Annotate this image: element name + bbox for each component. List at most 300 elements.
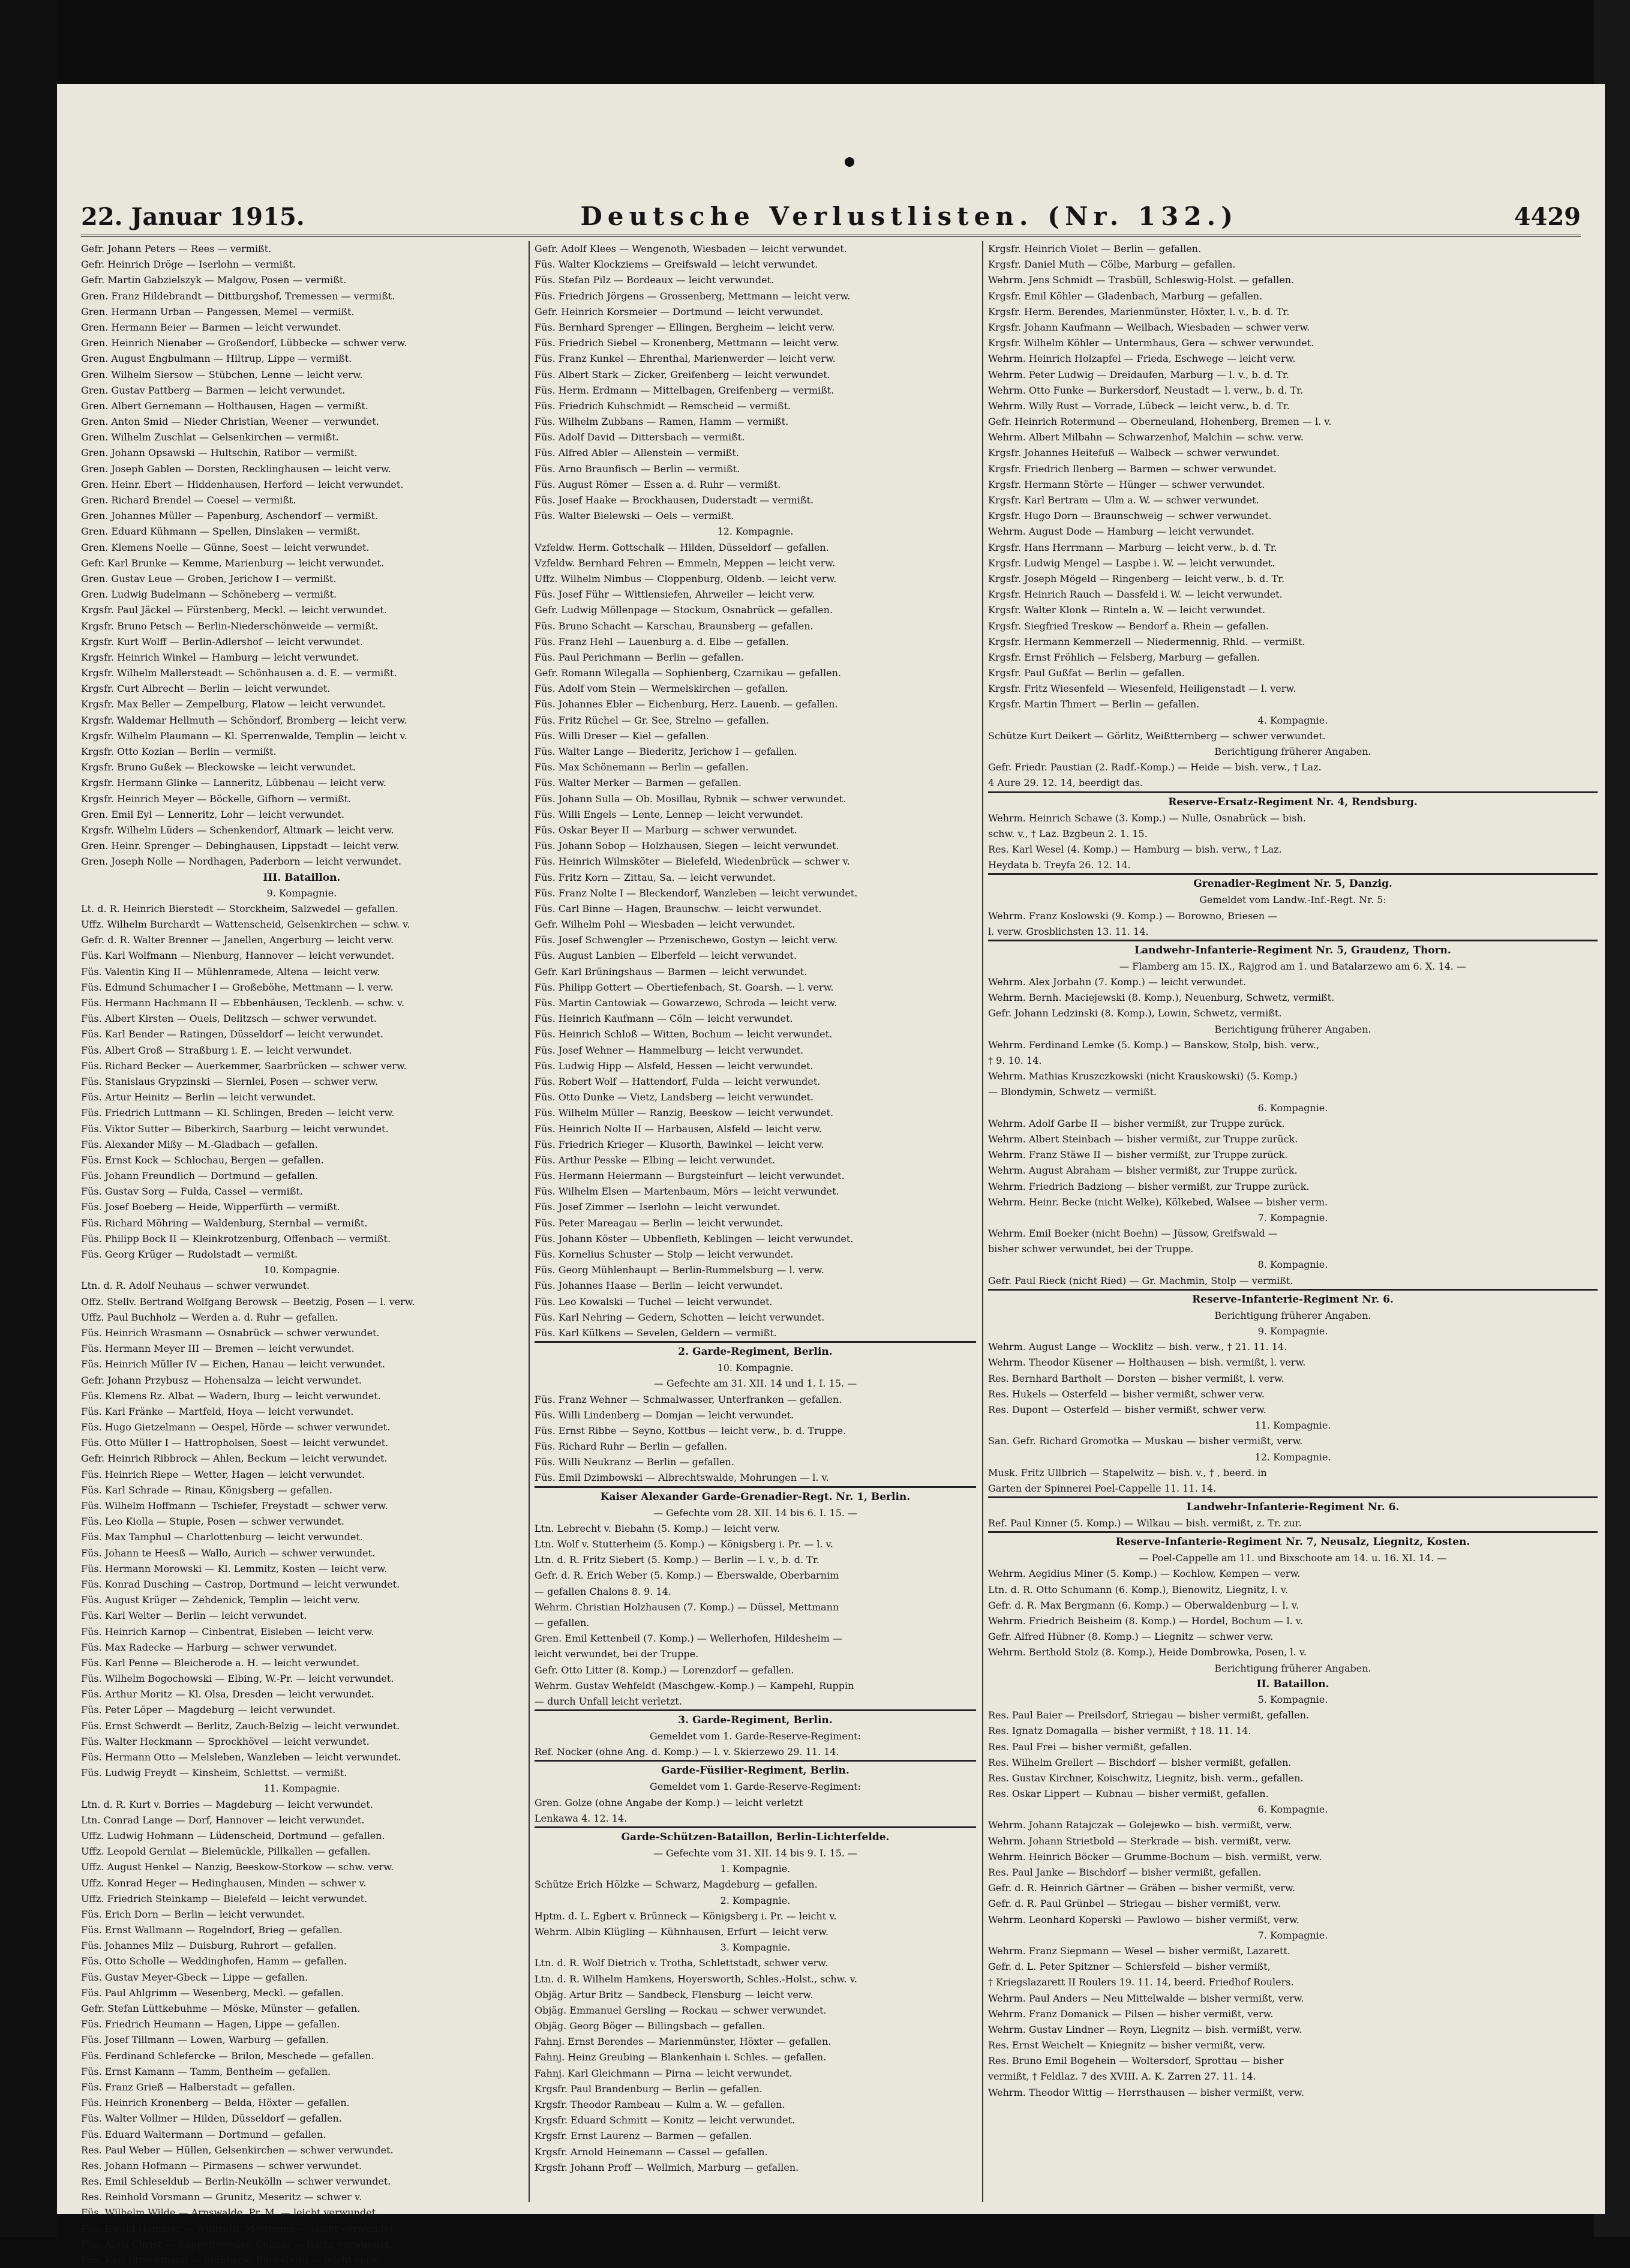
list-entry: Res. Paul Frei — bisher vermißt, gefallen. <box>988 1741 1192 1753</box>
list-entry: Krgsfr. Ernst Laurenz — Barmen — gefallen. <box>535 2130 752 2142</box>
list-entry: Füs. Johann Köster — Ubbenfleth, Keblingen — leicht verwundet. <box>535 1232 854 1244</box>
list-entry: Krgsfr. Paul Jäckel — Fürstenberg, Meckl. — leicht verwundet. <box>81 604 387 616</box>
list-entry: Wehrm. Heinrich Böcker — Grumme-Bochum — bish. vermißt, verw. <box>988 1850 1322 1862</box>
list-entry: Gefr. Johann Przybusz — Hohensalza — leicht verwundet. <box>81 1374 362 1386</box>
list-entry: Füs. Arthur Moritz — Kl. Olsa, Dresden — leicht verwundet. <box>81 1688 374 1700</box>
list-entry: Wehrm. Albin Klügling — Kühnhausen, Erfurt — leicht verw. <box>535 1925 829 1937</box>
list-entry: Res. Ernst Weichelt — Kniegnitz — bisher vermißt, verw. <box>988 2039 1265 2051</box>
list-entry: Krgsfr. Hugo Dorn — Braunschweig — schwer verwundet. <box>988 510 1272 522</box>
subheading: Gemeldet vom Landw.-Inf.-Regt. Nr. 5: <box>1199 894 1386 906</box>
subheading: 9. Kompagnie. <box>266 887 337 899</box>
list-entry: Füs. Karl Welter — Berlin — leicht verwundet. <box>81 1610 307 1622</box>
list-entry: Wehrm. Aegidius Miner (5. Komp.) — Kochlow, Kempen — verw. <box>988 1568 1301 1580</box>
list-entry: Krgsfr. Bruno Petsch — Berlin-Niederschönweide — vermißt. <box>81 620 379 632</box>
list-entry: Füs. August Römer — Essen a. d. Ruhr — vermißt. <box>535 478 781 490</box>
list-entry: Uffz. Friedrich Steinkamp — Bielefeld — leicht verwundet. <box>81 1892 368 1904</box>
list-entry: Füs. Heinrich Nolte II — Harbausen, Alsfeld — leicht verw. <box>535 1123 822 1135</box>
list-entry: Gefr. Heinrich Rotermund — Oberneuland, Hohenberg, Bremen — l. v. <box>988 416 1332 428</box>
list-entry: Gefr. d. L. Peter Spitzner — Schiersfeld — bisher vermißt, <box>988 1961 1271 1973</box>
list-entry: Wehrm. Johann Ratajczak — Golejewko — bish. vermißt, verw. <box>988 1819 1292 1831</box>
list-entry: Musk. Fritz Ullbrich — Stapelwitz — bish. v., † , beerd. in <box>988 1466 1267 1478</box>
list-entry: Füs. Karl Nehring — Gedern, Schotten — leicht verwundet. <box>535 1311 825 1323</box>
list-entry: Wehrm. August Abraham — bisher vermißt, zur Truppe zurück. <box>988 1165 1298 1177</box>
subheading: 7. Kompagnie. <box>1257 1929 1328 1941</box>
list-entry: Gefr. Friedr. Paustian (2. Radf.-Komp.) — Heide — bish. verw., † Laz. <box>988 761 1322 773</box>
list-entry: Gefr. Otto Litter (8. Komp.) — Lorenzdorf — gefallen. <box>535 1664 794 1676</box>
list-entry: Krgsfr. Johann Kaufmann — Weilbach, Wiesbaden — schwer verw. <box>988 321 1310 333</box>
regiment-heading: Landwehr-Infanterie-Regiment Nr. 5, Graudenz, Thorn. <box>988 940 1598 959</box>
list-entry: Füs. Eduard Waltermann — Dortmund — gefallen. <box>81 2128 326 2140</box>
list-entry: Res. Reinhold Vorsmann — Grunitz, Meseritz — schwer v. <box>81 2191 362 2203</box>
column-3 <box>988 241 1598 2202</box>
list-entry: vermißt, † Feldlaz. 7 des XVIII. A. K. Zarren 27. 11. 14. <box>988 2071 1256 2083</box>
list-entry: Wehrm. Peter Ludwig — Dreidaufen, Marburg — l. v., b. d. Tr. <box>988 368 1289 380</box>
list-entry: Füs. Heinrich Wrasmann — Osnabrück — schwer verwundet. <box>81 1327 380 1339</box>
list-entry: Wehrm. Heinrich Holzapfel — Frieda, Eschwege — leicht verw. <box>988 353 1296 365</box>
list-entry: Füs. Wilhelm Hoffmann — Tschiefer, Freystadt — schwer verw. <box>81 1500 388 1511</box>
list-entry: Krgsfr. Siegfried Treskow — Bendorf a. Rhein — gefallen. <box>988 620 1269 632</box>
list-entry: Uffz. Ludwig Hohmann — Lüdenscheid, Dortmund — gefallen. <box>81 1829 385 1841</box>
list-entry: Gefr. Ludwig Möllenpage — Stockum, Osnabrück — gefallen. <box>535 604 833 616</box>
regiment-heading: Reserve-Infanterie-Regiment Nr. 7, Neusalz, Liegnitz, Kosten. <box>988 1531 1598 1550</box>
column-rule <box>982 241 983 2202</box>
list-entry: Füs. Josef Haake — Brockhausen, Duderstadt — vermißt. <box>535 494 814 506</box>
list-entry: Füs. Josef Schwengler — Przenischewo, Gostyn — leicht verw. <box>535 934 838 946</box>
list-entry: Füs. Willi Dreser — Kiel — gefallen. <box>535 730 710 742</box>
list-entry: Krgsfr. Bruno Gußek — Bleckowske — leicht verwundet. <box>81 761 356 773</box>
subheading: 8. Kompagnie. <box>1257 1259 1328 1271</box>
list-entry: Krgsfr. Fritz Wiesenfeld — Wiesenfeld, Heiligenstadt — l. verw. <box>988 683 1296 695</box>
subheading: 10. Kompagnie. <box>717 1362 794 1374</box>
list-entry: Füs. Albert Kirsten — Ouels, Delitzsch — schwer verwundet. <box>81 1013 377 1025</box>
list-entry: Füs. Walter Heckmann — Sprockhövel — leicht verwundet. <box>81 1735 370 1747</box>
list-entry: Füs. Ernst Schwerdt — Berlitz, Zauch-Belzig — leicht verwundet. <box>81 1720 400 1732</box>
list-entry: Füs. Friedrich Luttmann — Kl. Schlingen, Breden — leicht verw. <box>81 1107 395 1119</box>
list-entry: Res. Johann Hofmann — Pirmasens — schwer verwundet. <box>81 2159 362 2171</box>
subheading: 6. Kompagnie. <box>1257 1804 1328 1816</box>
list-entry: Füs. Gustav Sorg — Fulda, Cassel — vermißt. <box>81 1186 303 1198</box>
section-heading: II. Bataillon. <box>1256 1678 1329 1690</box>
regiment-heading: Kaiser Alexander Garde-Grenadier-Regt. Nr. 1, Berlin. <box>535 1486 976 1505</box>
list-entry: — Blondymin, Schwetz — vermißt. <box>988 1086 1157 1098</box>
list-entry: Füs. Arthur Pesske — Elbing — leicht verwundet. <box>535 1154 776 1166</box>
list-entry: Gefr. Romann Wilegalla — Sophienberg, Czarnikau — gefallen. <box>535 667 841 679</box>
list-entry: Krgsfr. Curt Albrecht — Berlin — leicht verwundet. <box>81 683 331 695</box>
list-entry: Res. Paul Weber — Hüllen, Gelsenkirchen — schwer verwundet. <box>81 2144 394 2156</box>
list-entry: Füs. Walter Bielewski — Oels — vermißt. <box>535 510 734 522</box>
list-entry: Füs. Emil Dzimbowski — Albrechtswalde, Mohrungen — l. v. <box>535 1472 829 1484</box>
list-entry: Füs. Franz Kunkel — Ehrenthal, Marienwerder — leicht verw. <box>535 353 836 365</box>
list-entry: Res. Oskar Lippert — Kubnau — bisher vermißt, gefallen. <box>988 1788 1269 1800</box>
list-entry: Füs. Walter Vollmer — Hilden, Düsseldorf — gefallen. <box>81 2113 342 2125</box>
list-entry: Füs. Herm. Erdmann — Mittelbagen, Greifenberg — vermißt. <box>535 384 834 396</box>
subheading: 12. Kompagnie. <box>717 526 794 538</box>
list-entry: Gefr. Stefan Lüttkebuhme — Möske, Münster — gefallen. <box>81 2003 361 2014</box>
list-entry: Füs. Karl Külkens — Sevelen, Geldern — vermißt. <box>535 1327 777 1339</box>
list-entry: Füs. Heinrich Wilmsköter — Bielefeld, Wiedenbrück — schwer v. <box>535 856 850 868</box>
list-entry: Füs. Martin Cantowiak — Gowarzewo, Schroda — leicht verw. <box>535 997 837 1009</box>
column-2 <box>535 241 976 2202</box>
list-entry: Krgsfr. Karl Bertram — Ulm a. W. — schwer verwundet. <box>988 494 1259 506</box>
list-entry: Füs. Philipp Gottert — Obertiefenbach, St. Goarsh. — l. verw. <box>535 981 834 993</box>
list-entry: Wehrm. Franz Domanick — Pilsen — bisher vermißt, verw. <box>988 2008 1274 2020</box>
list-entry: Gren. Wilhelm Siersow — Stübchen, Lenne — leicht verw. <box>81 368 363 380</box>
list-entry: Füs. Willi Neukranz — Berlin — gefallen. <box>535 1456 734 1468</box>
list-entry: Füs. Alexander Mißy — M.-Gladbach — gefallen. <box>81 1138 318 1150</box>
list-entry: Füs. Walter Merker — Barmen — gefallen. <box>535 777 742 789</box>
subheading: — Gefechte vom 28. XII. 14 bis 6. I. 15. — <box>653 1507 858 1519</box>
list-entry: Füs. Alfred Abler — Allenstein — vermißt. <box>535 447 739 459</box>
subheading: 1. Kompagnie. <box>720 1863 791 1875</box>
list-entry: Wehrm. Franz Siepmann — Wesel — bisher vermißt, Lazarett. <box>988 1945 1290 1957</box>
list-entry: Füs. Max Schönemann — Berlin — gefallen. <box>535 761 749 773</box>
list-entry: Gren. Wilhelm Zuschlat — Gelsenkirchen — vermißt. <box>81 431 339 443</box>
subheading: 5. Kompagnie. <box>1257 1693 1328 1705</box>
list-entry: Gefr. Karl Brunke — Kemme, Marienburg — leicht verwundet. <box>81 557 385 569</box>
list-entry: Füs. Wilhelm Müller — Ranzig, Beeskow — leicht verwundet. <box>535 1107 834 1119</box>
list-entry: Gefr. d. R. Erich Weber (5. Komp.) — Eberswalde, Oberbarnim <box>535 1570 839 1582</box>
list-entry: Gefr. Heinrich Korsmeier — Dortmund — leicht verwundet. <box>535 305 824 317</box>
list-entry: Krgsfr. Otto Kozian — Berlin — vermißt. <box>81 746 277 757</box>
list-entry: Res. Hukels — Osterfeld — bisher vermißt, schwer verw. <box>988 1388 1265 1400</box>
regiment-heading: Reserve-Infanterie-Regiment Nr. 6. <box>988 1289 1598 1308</box>
list-entry: Füs. August Lanbien — Elberfeld — leicht verwundet. <box>535 950 797 962</box>
list-entry: Wehrm. Albert Milbahn — Schwarzenhof, Malchin — schw. verw. <box>988 431 1304 443</box>
regiment-heading: Garde-Füsilier-Regiment, Berlin. <box>535 1760 976 1779</box>
list-entry: Krgsfr. Wilhelm Plaumann — Kl. Sperrenwalde, Templin — leicht v. <box>81 730 407 742</box>
list-entry: Objäg. Artur Britz — Sandbeck, Flensburg — leicht verw. <box>535 1988 814 2000</box>
header-title <box>580 202 1238 231</box>
list-entry: Ltn. d. R. Kurt v. Borries — Magdeburg — leicht verwundet. <box>81 1798 373 1810</box>
list-entry: Gren. Johannes Müller — Papenburg, Aschendorf — vermißt. <box>81 510 379 522</box>
list-entry: Füs. Friedrich Kuhschmidt — Remscheid — vermißt. <box>535 400 791 412</box>
list-entry: Wehrm. Adolf Garbe II — bisher vermißt, zur Truppe zurück. <box>988 1117 1285 1129</box>
list-entry: Füs. Johann Freundlich — Dortmund — gefallen. <box>81 1170 319 1182</box>
list-entry: Füs. Johannes Milz — Duisburg, Ruhrort — gefallen. <box>81 1940 337 1952</box>
list-entry: Füs. Fritz Rüchel — Gr. See, Strelno — gefallen. <box>535 714 769 726</box>
list-entry: Gren. Gustav Pattberg — Barmen — leicht verwundet. <box>81 384 346 396</box>
list-entry: Gefr. d. R. Heinrich Gärtner — Gräben — bisher vermißt, verw. <box>988 1882 1295 1894</box>
list-entry: Gren. Eduard Kühmann — Spellen, Dinslaken — vermißt. <box>81 526 361 538</box>
list-entry: Gren. August Engbulmann — Hiltrup, Lippe — vermißt. <box>81 353 352 365</box>
list-entry: Gren. Franz Hildebrandt — Dittburgshof, Tremessen — vermißt. <box>81 290 395 302</box>
regiment-heading: Reserve-Ersatz-Regiment Nr. 4, Rendsburg. <box>988 791 1598 811</box>
list-entry: Gefr. Karl Brüningshaus — Barmen — leicht verwundet. <box>535 965 808 977</box>
list-entry: Füs. Heinrich Schloß — Witten, Bochum — leicht verwundet. <box>535 1028 833 1040</box>
list-entry: Füs. Robert Wolf — Hattendorf, Fulda — leicht verwundet. <box>535 1075 821 1087</box>
list-entry: Ref. Paul Kinner (5. Komp.) — Wilkau — bish. vermißt, z. Tr. zur. <box>988 1517 1302 1529</box>
text-columns <box>81 241 1581 2266</box>
list-entry: Füs. Willi Lindenberg — Domjan — leicht verwundet. <box>535 1409 794 1421</box>
list-entry: Füs. Ludwig Hipp — Alsfeld, Hessen — leicht verwundet. <box>535 1060 814 1072</box>
scan-border-left <box>0 0 57 2237</box>
list-entry: Wehrm. Friedrich Beisheim (8. Komp.) — Hordel, Bochum — l. v. <box>988 1615 1304 1627</box>
issue-number: (Nr. 132.) <box>1047 202 1239 231</box>
list-entry: Wehrm. Gustav Wehfeldt (Maschgew.-Komp.) — Kampehl, Ruppin <box>535 1679 854 1691</box>
list-entry: Krgsfr. Ludwig Mengel — Laspbe i. W. — leicht verwundet. <box>988 557 1275 569</box>
list-entry: Füs. Bruno Schacht — Karschau, Braunsberg — gefallen. <box>535 620 814 632</box>
list-entry: Hptm. d. L. Egbert v. Brünneck — Königsberg i. Pr. — leicht v. <box>535 1910 837 1922</box>
list-entry: Füs. Max Tamphul — Charlottenburg — leicht verwundet. <box>81 1531 363 1543</box>
list-entry: Wehrm. Christian Holzhausen (7. Komp.) — Düssel, Mettmann <box>535 1601 839 1613</box>
list-entry: Krgsfr. Walter Klonk — Rinteln a. W. — leicht verwundet. <box>988 604 1265 616</box>
list-entry: Gren. Emil Kettenbeil (7. Komp.) — Wellerhofen, Hildesheim — <box>535 1633 842 1645</box>
list-entry: Füs. Adolf David — Dittersbach — vermißt. <box>535 431 745 443</box>
list-entry: Krgsfr. Heinrich Winkel — Hamburg — leicht verwundet. <box>81 651 359 663</box>
list-entry: Uffz. Leopold Gernlat — Bielemückle, Pillkallen — gefallen. <box>81 1846 371 1858</box>
list-entry: Res. Emil Schleseldub — Berlin-Neukölln — schwer verwundet. <box>81 2176 391 2188</box>
list-entry: Füs. Heinrich Kronenberg — Belda, Höxter — gefallen. <box>81 2097 350 2109</box>
list-entry: Füs. Josef Tillmann — Lowen, Warburg — gefallen. <box>81 2034 329 2046</box>
list-entry: Gren. Heinr. Ebert — Hiddenhausen, Herford — leicht verwundet. <box>81 478 404 490</box>
list-entry: Vzfeldw. Bernhard Fehren — Emmeln, Meppen — leicht verw. <box>535 557 836 569</box>
list-entry: Füs. Richard Ruhr — Berlin — gefallen. <box>535 1441 728 1453</box>
list-entry: Krgsfr. Daniel Muth — Cölbe, Marburg — gefallen. <box>988 259 1236 271</box>
list-entry: Füs. Bernhard Sprenger — Ellingen, Bergheim — leicht verw. <box>535 321 835 333</box>
list-entry: Gren. Ludwig Budelmann — Schöneberg — vermißt. <box>81 589 337 601</box>
list-entry: Füs. Otto Scholle — Weddinghofen, Hamm — gefallen. <box>81 1955 347 1967</box>
list-entry: Heydata b. Treyfa 26. 12. 14. <box>988 859 1131 871</box>
list-entry: Füs. Karl Fränke — Martfeld, Hoya — leicht verwundet. <box>81 1405 354 1417</box>
list-entry: Füs. Franz Grieß — Halberstadt — gefallen. <box>81 2081 296 2093</box>
list-entry: Füs. Albert Stark — Zicker, Greifenberg — leicht verwundet. <box>535 368 830 380</box>
list-entry: Füs. Hermann Otto — Melsleben, Wanzleben — leicht verwundet. <box>81 1751 401 1763</box>
list-entry: schw. v., † Laz. Bzgbeun 2. 1. 15. <box>988 827 1148 839</box>
header-date: 22. Januar 1915. <box>81 203 305 231</box>
list-entry: Füs. Franz Hehl — Lauenburg a. d. Elbe — gefallen. <box>535 635 789 647</box>
subheading: — Gefechte vom 31. XII. 14 bis 9. I. 15. — <box>653 1847 858 1859</box>
list-entry: Gefr. Martin Gabzielszyk — Malgow, Posen — vermißt. <box>81 274 347 286</box>
list-entry: Füs. Alois Christ — Rappoltsweiler, Colmar — leicht verwundet. <box>81 2238 393 2250</box>
section-heading: III. Bataillon. <box>263 871 341 884</box>
list-entry: Füs. Josef Wehner — Hammelburg — leicht verwundet. <box>535 1044 804 1056</box>
list-entry: Objäg. Emmanuel Gersling — Rockau — schwer verwundet. <box>535 2004 827 2016</box>
list-entry: Füs. Wilhelm Elsen — Martenbaum, Mörs — leicht verwundet. <box>535 1186 839 1198</box>
subheading: — Poel-Cappelle am 11. und Bixschoote am 14. u. 16. XI. 14. — <box>1139 1552 1447 1564</box>
subheading: 12. Kompagnie. <box>1254 1451 1331 1463</box>
list-entry: Res. Paul Baier — Preilsdorf, Striegau — bisher vermißt, gefallen. <box>988 1709 1310 1721</box>
list-entry: Ltn. Wolf v. Stutterheim (5. Komp.) — Königsberg i. Pr. — l. v. <box>535 1538 833 1550</box>
list-entry: Wehrm. Johann Strietbold — Sterkrade — bish. vermißt, verw. <box>988 1835 1292 1847</box>
regiment-heading: Landwehr-Infanterie-Regiment Nr. 6. <box>988 1496 1598 1516</box>
list-entry: Ltn. Lebrecht v. Biebahn (5. Komp.) — leicht verw. <box>535 1522 781 1534</box>
list-entry: Füs. Oskar Beyer II — Marburg — schwer verwundet. <box>535 824 797 836</box>
list-entry: Krgsfr. Hans Herrmann — Marburg — leicht verw., b. d. Tr. <box>988 541 1277 553</box>
list-entry: Krgsfr. Wilhelm Mallersteadt — Schönhausen a. d. E. — vermißt. <box>81 667 397 679</box>
list-entry: Füs. Carl Binne — Hagen, Braunschw. — leicht verwundet. <box>535 902 822 914</box>
list-entry: Krgsfr. Johann Proff — Wellmich, Marburg — gefallen. <box>535 2161 799 2173</box>
list-entry: Wehrm. Jens Schmidt — Trasbüll, Schleswig-Holst. — gefallen. <box>988 274 1295 286</box>
list-entry: Füs. Friedrich Heumann — Hagen, Lippe — gefallen. <box>81 2018 340 2030</box>
subheading: Gemeldet vom 1. Garde-Reserve-Regiment: <box>650 1781 861 1793</box>
list-entry: Gefr. Paul Rieck (nicht Ried) — Gr. Machmin, Stolp — vermißt. <box>988 1274 1293 1286</box>
list-entry: Wehrm. Albert Steinbach — bisher vermißt, zur Truppe zurück. <box>988 1133 1298 1145</box>
list-entry: Füs. Ernst Wallmann — Rogelndorf, Brieg — gefallen. <box>81 1924 343 1936</box>
list-entry: Wehrm. Gustav Lindner — Royn, Liegnitz — bish. vermißt, verw. <box>988 2023 1302 2035</box>
list-entry: Füs. Johann te Heesß — Wallo, Aurich — schwer verwundet. <box>81 1547 376 1559</box>
list-entry: Füs. Arno Braunfisch — Berlin — vermißt. <box>535 463 740 475</box>
list-entry: Gren. Hermann Beier — Barmen — leicht verwundet. <box>81 321 341 333</box>
list-entry: Füs. Adolf vom Stein — Wermelskirchen — gefallen. <box>535 683 788 695</box>
list-entry: Füs. Josef Führ — Wittlensiefen, Ahrweiler — leicht verw. <box>535 589 815 601</box>
list-entry: Ltn. d. R. Wolf Dietrich v. Trotha, Schlettstadt, schwer verw. <box>535 1957 828 1969</box>
list-entry: Wehrm. Franz Koslowski (9. Komp.) — Borowno, Briesen — <box>988 910 1278 922</box>
publication-title: Deutsche Verlustlisten. <box>580 202 1034 231</box>
list-entry: Füs. Hermann Hachmann II — Ebbenhäusen, Tecklenb. — schw. v. <box>81 997 405 1009</box>
punch-hole <box>845 157 854 167</box>
list-entry: Füs. Max Radecke — Harburg — schwer verwundet. <box>81 1641 337 1653</box>
list-entry: Krgsfr. Joseph Mögeld — Ringenberg — leicht verw., b. d. Tr. <box>988 572 1285 584</box>
list-entry: Gefr. Johann Ledzinski (8. Komp.), Lowin, Schwetz, vermißt. <box>988 1007 1282 1019</box>
list-entry: Objäg. Georg Böger — Billingsbach — gefallen. <box>535 2020 766 2032</box>
list-entry: Krgsfr. Friedrich Ilenberg — Barmen — schwer verwundet. <box>988 463 1277 475</box>
list-entry: Füs. Heinrich Karnop — Cinbentrat, Eisleben — leicht verw. <box>81 1625 374 1637</box>
list-entry: Schütze Kurt Deikert — Görlitz, Weißtternberg — schwer verwundet. <box>988 730 1326 742</box>
list-entry: Gren. Heinrich Nienaber — Großendorf, Lübbecke — schwer verw. <box>81 337 407 349</box>
list-entry: Füs. Wilhelm Zubbans — Ramen, Hamm — vermißt. <box>535 416 789 428</box>
list-entry: Gren. Anton Smid — Nieder Christian, Weener — verwundet. <box>81 416 379 428</box>
list-entry: — gefallen. <box>535 1616 590 1628</box>
list-entry: Füs. Richard Becker — Auerkemmer, Saarbrücken — schwer verw. <box>81 1060 407 1072</box>
list-entry: Res. Ignatz Domagalla — bisher vermißt, † 18. 11. 14. <box>988 1725 1251 1737</box>
list-entry: Füs. Gustav Meyer-Gbeck — Lippe — gefallen. <box>81 1971 308 1983</box>
list-entry: Füs. Josef Boeberg — Heide, Wipperfürth — vermißt. <box>81 1201 340 1213</box>
list-entry: Wehrm. Berthold Stolz (8. Komp.), Heide Dombrowka, Posen, l. v. <box>988 1646 1307 1658</box>
list-entry: bisher schwer verwundet, bei der Truppe. <box>988 1243 1194 1255</box>
list-entry: Krgsfr. Kurt Wolff — Berlin-Adlershof — leicht verwundet. <box>81 635 364 647</box>
list-entry: Füs. Heinrich Müller IV — Eichen, Hanau — leicht verwundet. <box>81 1358 385 1370</box>
list-entry: Uffz. August Henkel — Nanzig, Beeskow-Storkow — schw. verw. <box>81 1861 394 1873</box>
list-entry: Füs. Richard Möhring — Waldenburg, Sternbal — vermißt. <box>81 1217 368 1229</box>
list-entry: Wehrm. Alex Jorbahn (7. Komp.) — leicht verwundet. <box>988 976 1247 988</box>
list-entry: Gren. Golze (ohne Angabe der Komp.) — leicht verletzt <box>535 1796 803 1808</box>
list-entry: Füs. Paul Ahlgrimm — Wesenberg, Meckl. — gefallen. <box>81 1987 344 1999</box>
list-entry: Füs. Heinrich Kaufmann — Cöln — leicht verwundet. <box>535 1013 793 1025</box>
list-entry: Füs. Ernst Kamann — Tamm, Bentheim — gefallen. <box>81 2065 331 2077</box>
list-entry: Krgsfr. Eduard Schmitt — Konitz — leicht verwundet. <box>535 2114 796 2126</box>
column-rule <box>529 241 530 2202</box>
list-entry: Füs. Konrad Dusching — Castrop, Dortmund — leicht verwundet. <box>81 1578 400 1590</box>
list-entry: Wehrm. August Lange — Wocklitz — bish. verw., † 21. 11. 14. <box>988 1341 1287 1353</box>
list-entry: Gren. Richard Brendel — Coesel — vermißt. <box>81 494 296 506</box>
list-entry: Füs. Hugo Gietzelmann — Oespel, Hörde — schwer verwundet. <box>81 1421 391 1433</box>
list-entry: Krgsfr. Martin Thmert — Berlin — gefallen. <box>988 698 1200 710</box>
subheading: — Gefechte am 31. XII. 14 und 1. I. 15. — <box>653 1378 857 1390</box>
list-entry: Füs. Franz Nolte I — Bleckendorf, Wanzleben — leicht verwundet. <box>535 887 858 899</box>
list-entry: Uffz. Wilhelm Nimbus — Cloppenburg, Oldenb. — leicht verw. <box>535 572 837 584</box>
list-entry: Wehrm. Otto Funke — Burkersdorf, Neustadt — l. verw., b. d. Tr. <box>988 384 1304 396</box>
list-entry: Wehrm. Leonhard Koperski — Pawlowo — bisher vermißt, verw. <box>988 1913 1299 1925</box>
list-entry: Uffz. Konrad Heger — Hedinghausen, Minden — schwer v. <box>81 1877 367 1889</box>
subheading: 3. Kompagnie. <box>720 1942 791 1954</box>
list-entry: Krgsfr. Paul Brandenburg — Berlin — gefallen. <box>535 2083 763 2095</box>
list-entry: Füs. Stefan Pilz — Bordeaux — leicht verwundet. <box>535 274 775 286</box>
regiment-heading: Garde-Schützen-Bataillon, Berlin-Lichterfelde. <box>535 1826 976 1846</box>
list-entry: Füs. Johannes Ebler — Eichenburg, Herz. Lauenb. — gefallen. <box>535 698 838 710</box>
list-entry: Füs. Hermann Heiermann — Burgsteinfurt — leicht verwundet. <box>535 1170 845 1182</box>
list-entry: Gren. Joseph Gablen — Dorsten, Recklinghausen — leicht verw. <box>81 463 391 475</box>
list-entry: Wehrm. Heinrich Schawe (3. Komp.) — Nulle, Osnabrück — bish. <box>988 812 1306 824</box>
list-entry: Gefr. Heinrich Ribbrock — Ahlen, Beckum — leicht verwundet. <box>81 1453 388 1465</box>
list-entry: Gren. Joseph Nolle — Nordhagen, Paderborn — leicht verwundet. <box>81 856 401 868</box>
subheading: Gemeldet vom 1. Garde-Reserve-Regiment: <box>650 1730 861 1742</box>
list-entry: Gren. Gustav Leue — Groben, Jerichow I — vermißt. <box>81 572 337 584</box>
list-entry: Gren. Hermann Urban — Pangessen, Memel — vermißt. <box>81 305 355 317</box>
list-entry: Gefr. Wilhelm Pohl — Wiesbaden — leicht verwundet. <box>535 919 796 931</box>
subheading: 11. Kompagnie. <box>263 1783 340 1795</box>
list-entry: Füs. Ludwig Freydt — Kinsheim, Schlettst. — vermißt. <box>81 1767 347 1779</box>
list-entry: Res. Gustav Kirchner, Koischwitz, Liegnitz, bish. verm., gefallen. <box>988 1772 1304 1784</box>
list-entry: Krgsfr. Heinrich Meyer — Böckelle, Gifhorn — vermißt. <box>81 793 352 805</box>
list-entry: Füs. Karl Struckmann — Stübbeck, Bückeburg — leicht verw. <box>81 2254 381 2266</box>
list-entry: Füs. Karl Bender — Ratingen, Düsseldorf — leicht verwundet. <box>81 1028 384 1040</box>
list-entry: Fahnj. Ernst Berendes — Marienmünster, Höxter — gefallen. <box>535 2036 831 2048</box>
subheading: 4. Kompagnie. <box>1257 714 1328 726</box>
list-entry: Ltn. d. R. Wilhelm Hamkens, Hoyersworth, Schles.-Holst., schw. v. <box>535 1973 857 1985</box>
list-entry: — gefallen Chalons 8. 9. 14. <box>535 1585 671 1597</box>
list-entry: Lenkawa 4. 12. 14. <box>535 1812 628 1824</box>
list-entry: Füs. Franz Wehner — Schmalwasser, Unterfranken — gefallen. <box>535 1393 842 1405</box>
list-entry: Füs. Josef Zimmer — Iserlohn — leicht verwundet. <box>535 1201 781 1213</box>
list-entry: Gefr. d. R. Max Bergmann (6. Komp.) — Oberwaldenburg — l. v. <box>988 1599 1299 1611</box>
list-entry: Gefr. Heinrich Dröge — Iserlohn — vermißt. <box>81 259 296 271</box>
list-entry: San. Gefr. Richard Gromotka — Muskau — bisher vermißt, verw. <box>988 1435 1303 1447</box>
subheading: 9. Kompagnie. <box>1257 1325 1328 1337</box>
list-entry: Offz. Stellv. Bertrand Wolfgang Berowsk — Beetzig, Posen — l. verw. <box>81 1295 415 1307</box>
list-entry: Gefr. Johann Peters — Rees — vermißt. <box>81 243 272 254</box>
list-entry: Wehrm. Theodor Wittig — Herrsthausen — bisher vermißt, verw. <box>988 2086 1304 2098</box>
list-entry: Krgsfr. Paul Gußfat — Berlin — gefallen. <box>988 667 1185 679</box>
list-entry: Krgsfr. Hermann Glinke — Lanneritz, Lübbenau — leicht verw. <box>81 777 386 789</box>
list-entry: Füs. Albert Groß — Straßburg i. E. — leicht verwundet. <box>81 1044 352 1056</box>
list-entry: Gren. Emil Eyl — Lenneritz, Lohr — leicht verwundet. <box>81 808 345 820</box>
list-entry: Wehrm. Ferdinand Lemke (5. Komp.) — Banskow, Stolp, bish. verw., <box>988 1039 1320 1051</box>
list-entry: Fahnj. Karl Gleichmann — Pirna — leicht verwundet. <box>535 2067 793 2079</box>
list-entry: Ref. Nocker (ohne Ang. d. Komp.) — l. v. Skierzewo 29. 11. 14. <box>535 1746 839 1758</box>
list-entry: Krgsfr. Emil Köhler — Gladenbach, Marburg — gefallen. <box>988 290 1263 302</box>
list-entry: Krgsfr. Wilhelm Köhler — Untermhaus, Gera — schwer verwundet. <box>988 337 1314 349</box>
list-entry: Füs. Ernst Kock — Schlochau, Bergen — gefallen. <box>81 1154 324 1166</box>
list-entry: Füs. Georg Mühlenhaupt — Berlin-Rummelsburg — l. verw. <box>535 1264 824 1276</box>
list-entry: Füs. Karl Penne — Bleicherode a. H. — leicht verwundet. <box>81 1657 360 1669</box>
list-entry: Krgsfr. Theodor Rambeau — Kulm a. W. — gefallen. <box>535 2099 785 2110</box>
list-entry: Krgsfr. Hermann Kemmerzell — Niedermennig, Rhld. — vermißt. <box>988 635 1305 647</box>
list-entry: Gefr. d. R. Paul Grünbel — Striegau — bisher vermißt, verw. <box>988 1898 1281 1910</box>
subheading: 10. Kompagnie. <box>263 1264 340 1276</box>
list-entry: Wehrm. Mathias Kruszczkowski (nicht Krauskowski) (5. Komp.) <box>988 1070 1298 1082</box>
list-entry: Wehrm. Franz Stäwe II — bisher vermißt, zur Truppe zurück. <box>988 1149 1288 1161</box>
list-entry: Wehrm. Heinr. Becke (nicht Welke), Kölkebed, Walsee — bisher verm. <box>988 1196 1328 1208</box>
list-entry: Krgsfr. Max Beller — Zempelburg, Flatow — leicht verwundet. <box>81 698 386 710</box>
list-entry: Füs. Johann Sobop — Holzhausen, Siegen — leicht verwundet. <box>535 840 839 852</box>
list-entry: Uffz. Wilhelm Burchardt — Wattenscheid, Gelsenkirchen — schw. v. <box>81 919 410 931</box>
list-entry: Füs. Valentin King II — Mühlenramede, Altena — leicht verw. <box>81 965 380 977</box>
list-entry: Füs. Otto Müller I — Hattropholsen, Soest — leicht verwundet. <box>81 1437 389 1449</box>
list-entry: Füs. Fritz Korn — Zittau, Sa. — leicht verwundet. <box>535 871 776 883</box>
subheading: 11. Kompagnie. <box>1254 1420 1331 1432</box>
list-entry: Füs. Philipp Bock II — Kleinkrotzenburg, Offenbach — vermißt. <box>81 1232 391 1244</box>
list-entry: Res. Wilhelm Grellert — Bischdorf — bisher vermißt, gefallen. <box>988 1756 1292 1768</box>
list-entry: Ltn. d. R. Fritz Siebert (5. Komp.) — Berlin — l. v., b. d. Tr. <box>535 1554 819 1566</box>
list-entry: Füs. Heinrich Riepe — Wetter, Hagen — leicht verwundet. <box>81 1468 365 1480</box>
list-entry: † Kriegslazarett II Roulers 19. 11. 14, beerd. Friedhof Roulers. <box>988 1976 1294 1988</box>
list-entry: Wehrm. Paul Anders — Neu Mittelwalde — bisher vermißt, verw. <box>988 1992 1304 2004</box>
list-entry: Gefr. Adolf Klees — Wengenoth, Wiesbaden — leicht verwundet. <box>535 243 847 254</box>
list-entry: Füs. Viktor Sutter — Biberkirch, Saarburg — leicht verwundet. <box>81 1123 389 1135</box>
list-entry: Uffz. Paul Buchholz — Werden a. d. Ruhr — gefallen. <box>81 1311 338 1323</box>
list-entry: 4 Aure 29. 12. 14, beerdigt das. <box>988 777 1143 789</box>
list-entry: Füs. Erich Dorn — Berlin — leicht verwundet. <box>81 1908 305 1920</box>
